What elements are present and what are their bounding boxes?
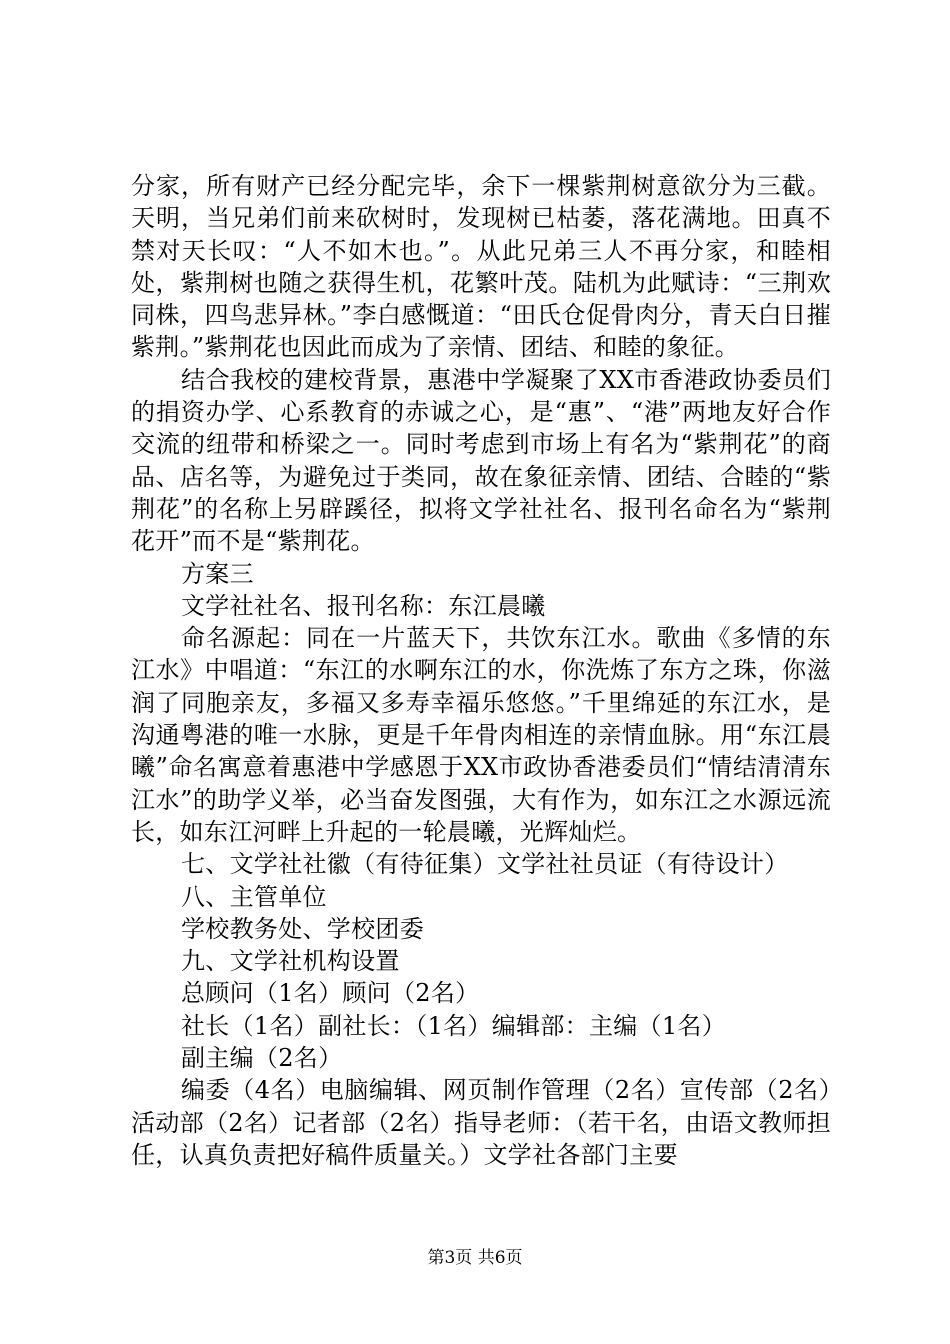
paragraph-advisors: 总顾问（1名）顾问（2名） xyxy=(181,979,480,1008)
paragraph-deputy-editor: 副主编（2名） xyxy=(181,1044,343,1073)
paragraph-editorial-board: 编委（4名）电脑编辑、网页制作管理（2名）宣传部（2名）活动部（2名）记者部（2名）指导老师：（若干名，由语文教师担任，认真负责把好稿件质量关。）文学社各部门主要 xyxy=(131,1076,831,1169)
heading-section-nine: 九、文学社机构设置 xyxy=(181,947,400,976)
paragraph-name-origin: 命名源起：同在一片蓝天下，共饮东江水。歌曲《多情的东江水》中唱道：“东江的水啊东江的水，你洗炼了东方之珠，你滋润了同胞亲友，多福又多寿幸福乐悠悠。”千里绵延的东江水，是沟通粤港的唯一水脉，更是千年骨肉相连的亲情血脉。用“东江晨曦”命名寓意着惠港中学感恩于XX市政协香港委员们“情结清清东江水”的助学义举，必当奋发图强，大有作为，如东江之水源远流长，如东江河畔上升起的一轮晨曦，光辉灿烂。 xyxy=(131,624,831,846)
paragraph-president: 社长（1名）副社长：（1名）编辑部：主编（1名） xyxy=(181,1011,727,1040)
paragraph-story: 分家，所有财产已经分配完毕，余下一棵紫荆树意欲分为三截。天明，当兄弟们前来砍树时，发现树已枯萎，落花满地。田真不禁对天长叹：“人不如木也。”。从此兄弟三人不再分家，和睦相处，紫荆树也随之获得生机，花繁叶茂。陆机为此赋诗：“三荆欢同株，四鸟悲异林。”李白感慨道：“田氏仓促骨肉分，青天白日摧紫荆。”紫荆花也因此而成为了亲情、团结、和睦的象征。 xyxy=(131,172,831,362)
heading-plan-three: 方案三 xyxy=(181,559,254,588)
heading-section-eight: 八、主管单位 xyxy=(181,882,327,911)
heading-section-seven: 七、文学社社徽（有待征集）文学社社员证（有待设计） xyxy=(181,850,789,879)
paragraph-supervisors: 学校教务处、学校团委 xyxy=(181,914,424,943)
paragraph-school-background: 结合我校的建校背景，惠港中学凝聚了XX市香港政协委员们的捐资办学、心系教育的赤诚之心，是“惠”、“港”两地友好合作交流的纽带和桥梁之一。同时考虑到市场上有名为“紫荆花”的商品、店名等，为避免过于类同，故在象征亲情、团结、合睦的“紫荆花”的名称上另辟蹊径，拟将文学社社名、报刊名命名为“紫荆花开”而不是“紫荆花。 xyxy=(131,365,831,556)
page-number-footer: 第3页 共6页 xyxy=(427,1248,523,1268)
paragraph-club-name: 文学社社名、报刊名称：东江晨曦 xyxy=(181,591,546,620)
document-body xyxy=(131,170,831,1171)
